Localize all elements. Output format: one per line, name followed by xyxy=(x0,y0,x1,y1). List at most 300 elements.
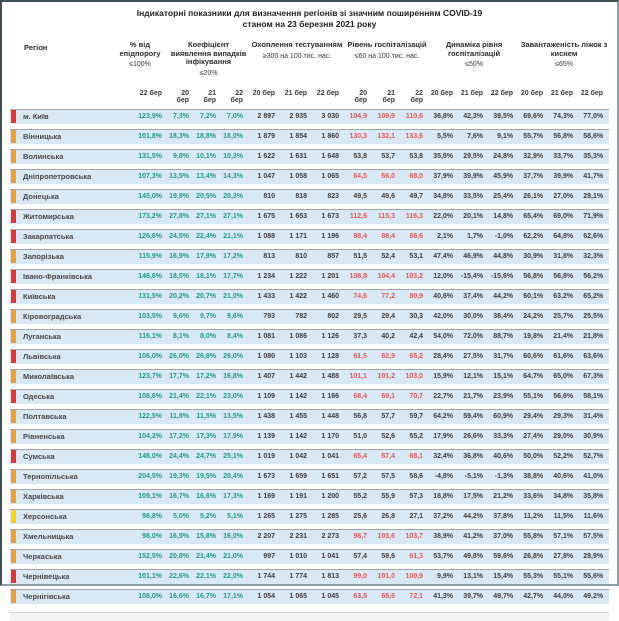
value-cell-dyn: 33,3% xyxy=(489,429,519,444)
value-cell-beds: 65,4% xyxy=(519,209,549,224)
column-group-threshold: ≤50% xyxy=(465,61,483,68)
value-cell-beds: 27,0% xyxy=(549,189,579,204)
date-header: 21 бер xyxy=(382,89,396,104)
value-cell-beds: 26,8% xyxy=(519,549,549,564)
column-group-label: Завантаженість ліжок з киснем xyxy=(520,40,608,58)
value-cell-test: 2 273 xyxy=(313,529,345,544)
value-cell-coef: 24,7% xyxy=(195,449,222,464)
value-cell-dyn: -5,1% xyxy=(459,469,489,484)
value-cell-beds: 61,6% xyxy=(549,349,579,364)
value-cell-beds: 37,7% xyxy=(519,169,549,184)
value-cell-hosp: 64,5 xyxy=(345,169,373,184)
value-cell-test: 1 196 xyxy=(313,229,345,244)
value-cell-dyn: 18,8% xyxy=(429,489,459,504)
column-group-label: % від епідпорогу xyxy=(119,40,161,58)
value-cell-beds: 57,5% xyxy=(579,529,609,544)
value-cell-epid: 104,2% xyxy=(112,429,168,444)
column-group-threshold: ≤65% xyxy=(555,61,574,68)
value-cell-beds: 29,0% xyxy=(549,429,579,444)
region-name: Волинська xyxy=(23,152,64,161)
value-cell-dyn: 38,4% xyxy=(489,309,519,324)
value-cell-beds: 29,4% xyxy=(519,409,549,424)
date-header: 22 бер xyxy=(410,89,424,104)
table-row xyxy=(10,109,609,124)
value-cell-beds: 55,1% xyxy=(549,569,579,584)
value-cell-coef: 19,9% xyxy=(168,189,195,204)
value-cell-test: 1 407 xyxy=(249,369,281,384)
value-cell-hosp: 66,0 xyxy=(373,169,401,184)
value-cell-hosp: 63,5 xyxy=(345,589,373,604)
value-cell-hosp: 67,4 xyxy=(373,449,401,464)
value-cell-coef: 22,4% xyxy=(195,229,222,244)
value-cell-hosp: 80,9 xyxy=(401,289,429,304)
value-cell-test: 1 142 xyxy=(281,429,313,444)
value-cell-hosp: 57,4 xyxy=(345,549,373,564)
column-group-label: Коефіцієнт виявлення випадків інфікування xyxy=(170,40,247,66)
status-marker-red xyxy=(11,110,16,123)
region-name: Полтавська xyxy=(23,412,67,421)
value-cell-coef: 17,7% xyxy=(222,269,249,284)
column-group-threshold: ≤60 на 100 тис. нас. xyxy=(354,52,420,60)
value-cell-hosp: 70,7 xyxy=(401,389,429,404)
value-cell-test: 782 xyxy=(281,309,313,324)
value-cell-coef: 26,0% xyxy=(222,349,249,364)
value-cell-hosp: 68,4 xyxy=(345,389,373,404)
value-cell-beds: 56,8% xyxy=(519,269,549,284)
value-cell-test: 1 139 xyxy=(249,429,281,444)
value-cell-dyn: -4,8% xyxy=(429,469,459,484)
region-cell xyxy=(10,529,112,544)
region-name: Одеська xyxy=(23,392,55,401)
value-cell-coef: 22,1% xyxy=(195,389,222,404)
region-name: Закарпатська xyxy=(23,232,74,241)
value-cell-dyn: 44,2% xyxy=(489,289,519,304)
column-header-region: Регіон xyxy=(24,43,48,52)
value-cell-beds: 35,8% xyxy=(579,489,609,504)
value-cell-coef: 16,6% xyxy=(168,589,195,604)
value-cell-coef: 16,5% xyxy=(168,529,195,544)
column-group-threshold: ≤100% xyxy=(129,61,151,68)
value-cell-beds: 77,0% xyxy=(579,109,609,124)
value-cell-hosp: 68,1 xyxy=(401,449,429,464)
value-cell-coef: 11,8% xyxy=(168,409,195,424)
page-title-line2: станом на 23 березня 2021 року xyxy=(242,19,377,29)
value-cell-dyn: 32,4% xyxy=(429,449,459,464)
indicators-table xyxy=(10,36,609,609)
value-cell-test: 2 935 xyxy=(281,109,313,124)
value-cell-beds: 55,6% xyxy=(579,569,609,584)
value-cell-hosp: 52,6 xyxy=(373,429,401,444)
value-cell-beds: 40,6% xyxy=(549,469,579,484)
value-cell-beds: 55,3% xyxy=(519,569,549,584)
value-cell-coef: 21,0% xyxy=(222,549,249,564)
status-marker-red xyxy=(11,390,16,403)
value-cell-dyn: 5,5% xyxy=(429,129,459,144)
value-cell-beds: 44,0% xyxy=(549,589,579,604)
table-row xyxy=(10,189,609,204)
table-row xyxy=(10,269,609,284)
value-cell-hosp: 42,4 xyxy=(401,329,429,344)
value-cell-hosp: 57,2 xyxy=(345,469,373,484)
value-cell-beds: 49,2% xyxy=(579,589,609,604)
value-cell-dyn: 33,5% xyxy=(459,189,489,204)
value-cell-hosp: 103,0 xyxy=(401,369,429,384)
value-cell-dyn: 42,3% xyxy=(459,109,489,124)
region-cell xyxy=(10,389,112,404)
value-cell-epid: 103,5% xyxy=(112,309,168,324)
value-cell-test: 1 438 xyxy=(249,409,281,424)
value-cell-hosp: 53,1 xyxy=(401,249,429,264)
value-cell-dyn: 49,7% xyxy=(489,589,519,604)
region-name: Рівненська xyxy=(23,432,65,441)
bottom-divider xyxy=(10,612,609,621)
region-name: Донецька xyxy=(23,192,59,201)
value-cell-dyn: 17,5% xyxy=(459,489,489,504)
status-marker-red xyxy=(11,290,16,303)
value-cell-test: 810 xyxy=(281,249,313,264)
value-cell-hosp: 53,8 xyxy=(345,149,373,164)
value-cell-dyn: 20,1% xyxy=(459,209,489,224)
region-name: Луганська xyxy=(23,332,61,341)
value-cell-hosp: 37,3 xyxy=(345,329,373,344)
value-cell-dyn: 88,7% xyxy=(489,329,519,344)
value-cell-hosp: 61,5 xyxy=(345,349,373,364)
value-cell-beds: 50,0% xyxy=(519,449,549,464)
value-cell-dyn: 12,1% xyxy=(459,369,489,384)
value-cell-test: 810 xyxy=(249,189,281,204)
region-name: Чернігівська xyxy=(23,592,70,601)
value-cell-coef: 8,1% xyxy=(168,329,195,344)
value-cell-epid: 126,6% xyxy=(112,229,168,244)
value-cell-test: 1 648 xyxy=(313,149,345,164)
value-cell-dyn: 37,4% xyxy=(459,289,489,304)
value-cell-test: 1 041 xyxy=(313,549,345,564)
value-cell-coef: 8,4% xyxy=(222,329,249,344)
region-name: Миколаївська xyxy=(23,372,75,381)
date-header: 21 бер xyxy=(284,89,308,97)
value-cell-hosp: 30,3 xyxy=(401,309,429,324)
value-cell-coef: 26,0% xyxy=(168,349,195,364)
value-cell-coef: 10,3% xyxy=(222,149,249,164)
value-cell-test: 1 285 xyxy=(313,509,345,524)
value-cell-test: 1 170 xyxy=(313,429,345,444)
table-row xyxy=(10,129,609,144)
value-cell-coef: 13,5% xyxy=(222,409,249,424)
value-cell-hosp: 103,6 xyxy=(373,529,401,544)
region-name: Тернопільська xyxy=(23,472,78,481)
value-cell-test: 1 860 xyxy=(313,129,345,144)
value-cell-hosp: 25,6 xyxy=(345,509,373,524)
status-marker-orange xyxy=(11,190,16,203)
value-cell-beds: 56,2% xyxy=(579,269,609,284)
column-group-label: Охоплення тестуванням xyxy=(251,40,343,49)
value-cell-test: 1 675 xyxy=(249,209,281,224)
table-row xyxy=(10,449,609,464)
value-cell-test: 1 631 xyxy=(281,149,313,164)
value-cell-hosp: 77,2 xyxy=(373,289,401,304)
value-cell-test: 1 744 xyxy=(249,569,281,584)
value-cell-beds: 60,1% xyxy=(519,289,549,304)
value-cell-beds: 58,1% xyxy=(579,389,609,404)
value-cell-coef: 21,4% xyxy=(195,549,222,564)
region-cell xyxy=(10,549,112,564)
value-cell-coef: 20,5% xyxy=(195,189,222,204)
value-cell-coef: 27,1% xyxy=(195,209,222,224)
date-header: 22 бер xyxy=(316,89,340,97)
value-cell-dyn: 7,6% xyxy=(459,129,489,144)
region-cell xyxy=(10,489,112,504)
value-cell-beds: 28,9% xyxy=(579,549,609,564)
value-cell-dyn: 44,8% xyxy=(489,249,519,264)
value-cell-hosp: 57,7 xyxy=(373,409,401,424)
value-cell-coef: 21,4% xyxy=(168,389,195,404)
value-cell-hosp: 27,1 xyxy=(401,509,429,524)
value-cell-beds: 52,2% xyxy=(549,449,579,464)
value-cell-test: 1 041 xyxy=(313,449,345,464)
value-cell-hosp: 104,9 xyxy=(345,109,373,124)
value-cell-epid: 122,5% xyxy=(112,409,168,424)
table-row xyxy=(10,429,609,444)
table-row xyxy=(10,149,609,164)
value-cell-coef: 18,0% xyxy=(222,129,249,144)
value-cell-beds: 25,5% xyxy=(579,309,609,324)
value-cell-hosp: 68,0 xyxy=(401,169,429,184)
value-cell-hosp: 103,7 xyxy=(401,529,429,544)
value-cell-hosp: 55,2 xyxy=(401,429,429,444)
value-cell-coef: 11,5% xyxy=(195,409,222,424)
value-cell-test: 1 042 xyxy=(281,449,313,464)
region-name: Харківська xyxy=(23,492,64,501)
table-row xyxy=(10,289,609,304)
value-cell-coef: 9,8% xyxy=(168,149,195,164)
value-cell-hosp: 61,3 xyxy=(401,549,429,564)
value-cell-coef: 22,6% xyxy=(168,569,195,584)
value-cell-beds: 27,8% xyxy=(549,549,579,564)
value-cell-coef: 17,3% xyxy=(222,489,249,504)
region-cell xyxy=(10,429,112,444)
value-cell-dyn: 25,4% xyxy=(489,189,519,204)
status-marker-yellow xyxy=(11,510,16,523)
value-cell-dyn: 21,2% xyxy=(489,489,519,504)
value-cell-dyn: 23,9% xyxy=(489,389,519,404)
table-row xyxy=(10,469,609,484)
region-cell xyxy=(10,229,112,244)
value-cell-test: 793 xyxy=(249,309,281,324)
value-cell-hosp: 103,2 xyxy=(401,269,429,284)
value-cell-dyn: 36,8% xyxy=(459,449,489,464)
table-row xyxy=(10,249,609,264)
value-cell-epid: 148,0% xyxy=(112,449,168,464)
table-row xyxy=(10,329,609,344)
value-cell-dyn: 54,0% xyxy=(429,329,459,344)
value-cell-hosp: 69,1 xyxy=(373,389,401,404)
value-cell-hosp: 74,6 xyxy=(345,289,373,304)
value-cell-test: 3 030 xyxy=(313,109,345,124)
value-cell-test: 1 455 xyxy=(281,409,313,424)
value-cell-dyn: 28,4% xyxy=(429,349,459,364)
value-cell-coef: 17,2% xyxy=(168,429,195,444)
region-name: Вінницька xyxy=(23,132,62,141)
window-corner-accent xyxy=(2,2,9,11)
value-cell-coef: 16,7% xyxy=(168,489,195,504)
value-cell-beds: 32,3% xyxy=(579,249,609,264)
value-cell-test: 1 058 xyxy=(281,169,313,184)
value-cell-dyn: 9,9% xyxy=(429,569,459,584)
status-marker-red xyxy=(11,570,16,583)
page-title xyxy=(10,8,609,30)
value-cell-beds: 32,9% xyxy=(519,149,549,164)
value-cell-beds: 55,8% xyxy=(519,529,549,544)
value-cell-hosp: 108,8 xyxy=(345,269,373,284)
value-cell-hosp: 116,3 xyxy=(401,209,429,224)
value-cell-beds: 29,3% xyxy=(549,409,579,424)
value-cell-beds: 11,2% xyxy=(519,509,549,524)
table-body xyxy=(10,109,609,604)
value-cell-epid: 173,2% xyxy=(112,209,168,224)
value-cell-coef: 16,9% xyxy=(168,249,195,264)
value-cell-dyn: 45,9% xyxy=(489,169,519,184)
value-cell-beds: 19,8% xyxy=(519,329,549,344)
value-cell-coef: 18,1% xyxy=(195,269,222,284)
value-cell-dyn: 14,8% xyxy=(489,209,519,224)
header-group-row xyxy=(10,41,609,77)
table-row xyxy=(10,509,609,524)
value-cell-test: 1 109 xyxy=(249,389,281,404)
value-cell-dyn: -15,6% xyxy=(489,269,519,284)
value-cell-hosp: 58,6 xyxy=(373,549,401,564)
status-marker-orange xyxy=(11,470,16,483)
value-cell-dyn: 46,9% xyxy=(459,249,489,264)
column-group-dyn xyxy=(429,41,519,77)
indicator-report xyxy=(2,2,617,621)
value-cell-coef: 17,2% xyxy=(195,369,222,384)
column-group-threshold: ≤20% xyxy=(199,69,218,77)
status-marker-orange xyxy=(11,550,16,563)
value-cell-dyn: 27,5% xyxy=(459,349,489,364)
value-cell-coef: 9,7% xyxy=(195,309,222,324)
region-cell xyxy=(10,169,112,184)
value-cell-hosp: 55,9 xyxy=(373,489,401,504)
value-cell-coef: 21,0% xyxy=(222,289,249,304)
value-cell-test: 1 103 xyxy=(281,349,313,364)
table-header xyxy=(10,41,609,104)
value-cell-coef: 18,5% xyxy=(168,269,195,284)
value-cell-beds: 62,2% xyxy=(519,229,549,244)
value-cell-epid: 131,5% xyxy=(112,149,168,164)
table-row xyxy=(10,309,609,324)
value-cell-dyn: 47,4% xyxy=(429,249,459,264)
region-cell xyxy=(10,349,112,364)
value-cell-epid: 108,6% xyxy=(112,389,168,404)
value-cell-hosp: 65,6 xyxy=(373,589,401,604)
value-cell-test: 1 448 xyxy=(313,409,345,424)
value-cell-hosp: 57,5 xyxy=(373,469,401,484)
value-cell-beds: 69,6% xyxy=(519,109,549,124)
date-header: 20 бер xyxy=(252,89,276,97)
value-cell-coef: 20,7% xyxy=(195,289,222,304)
value-cell-test: 1 813 xyxy=(313,569,345,584)
value-cell-hosp: 58,6 xyxy=(401,469,429,484)
value-cell-test: 1 854 xyxy=(281,129,313,144)
value-cell-dyn: 64,2% xyxy=(429,409,459,424)
region-name: Запорізька xyxy=(23,252,64,261)
status-marker-orange xyxy=(11,170,16,183)
value-cell-beds: 63,6% xyxy=(579,349,609,364)
value-cell-dyn: 22,0% xyxy=(429,209,459,224)
value-cell-coef: 7,3% xyxy=(168,109,195,124)
value-cell-test: 1 191 xyxy=(281,489,313,504)
region-cell xyxy=(10,369,112,384)
value-cell-test: 1 081 xyxy=(249,329,281,344)
value-cell-epid: 98,0% xyxy=(112,529,168,544)
value-cell-beds: 28,1% xyxy=(579,189,609,204)
region-cell xyxy=(10,209,112,224)
region-cell xyxy=(10,269,112,284)
value-cell-hosp: 99,0 xyxy=(345,569,373,584)
region-name: Чернівецька xyxy=(23,572,70,581)
value-cell-epid: 101,1% xyxy=(112,569,168,584)
value-cell-hosp: 132,1 xyxy=(373,129,401,144)
region-cell xyxy=(10,409,112,424)
value-cell-coef: 26,8% xyxy=(195,349,222,364)
value-cell-epid: 145,0% xyxy=(112,189,168,204)
value-cell-epid: 107,3% xyxy=(112,169,168,184)
value-cell-coef: 19,3% xyxy=(168,469,195,484)
value-cell-test: 1 433 xyxy=(249,289,281,304)
value-cell-hosp: 109,9 xyxy=(373,109,401,124)
value-cell-beds: 58,6% xyxy=(579,129,609,144)
value-cell-test: 1 142 xyxy=(281,389,313,404)
status-marker-orange xyxy=(11,590,16,603)
value-cell-dyn: 17,9% xyxy=(429,429,459,444)
value-cell-coef: 22,1% xyxy=(195,569,222,584)
status-marker-orange xyxy=(11,250,16,263)
region-name: Черкаська xyxy=(23,552,62,561)
value-cell-hosp: 101,1 xyxy=(345,369,373,384)
value-cell-coef: 17,2% xyxy=(222,249,249,264)
status-marker-orange xyxy=(11,150,16,163)
status-marker-orange xyxy=(11,410,16,423)
value-cell-coef: 19,5% xyxy=(195,469,222,484)
value-cell-hosp: 72,1 xyxy=(401,589,429,604)
value-cell-hosp: 53,7 xyxy=(373,149,401,164)
value-cell-beds: 52,7% xyxy=(579,449,609,464)
status-marker-orange xyxy=(11,330,16,343)
value-cell-beds: 57,1% xyxy=(549,529,579,544)
value-cell-beds: 42,7% xyxy=(519,589,549,604)
value-cell-hosp: 29,5 xyxy=(345,309,373,324)
value-cell-dyn: 36,8% xyxy=(429,109,459,124)
value-cell-beds: 31,8% xyxy=(549,249,579,264)
value-cell-beds: 56,8% xyxy=(549,129,579,144)
value-cell-coef: 23,0% xyxy=(222,389,249,404)
value-cell-epid: 131,5% xyxy=(112,289,168,304)
value-cell-beds: 31,4% xyxy=(579,409,609,424)
value-cell-dyn: 22,7% xyxy=(429,389,459,404)
value-cell-beds: 65,0% xyxy=(549,369,579,384)
value-cell-dyn: 15,4% xyxy=(489,569,519,584)
value-cell-hosp: 115,3 xyxy=(373,209,401,224)
value-cell-dyn: 15,1% xyxy=(489,369,519,384)
value-cell-beds: 74,3% xyxy=(549,109,579,124)
value-cell-hosp: 100,9 xyxy=(401,569,429,584)
date-header: 21 бер xyxy=(550,89,574,97)
value-cell-hosp: 133,6 xyxy=(401,129,429,144)
value-cell-test: 1 128 xyxy=(313,349,345,364)
table-row xyxy=(10,409,609,424)
value-cell-hosp: 65,2 xyxy=(401,349,429,364)
value-cell-coef: 18,3% xyxy=(168,129,195,144)
